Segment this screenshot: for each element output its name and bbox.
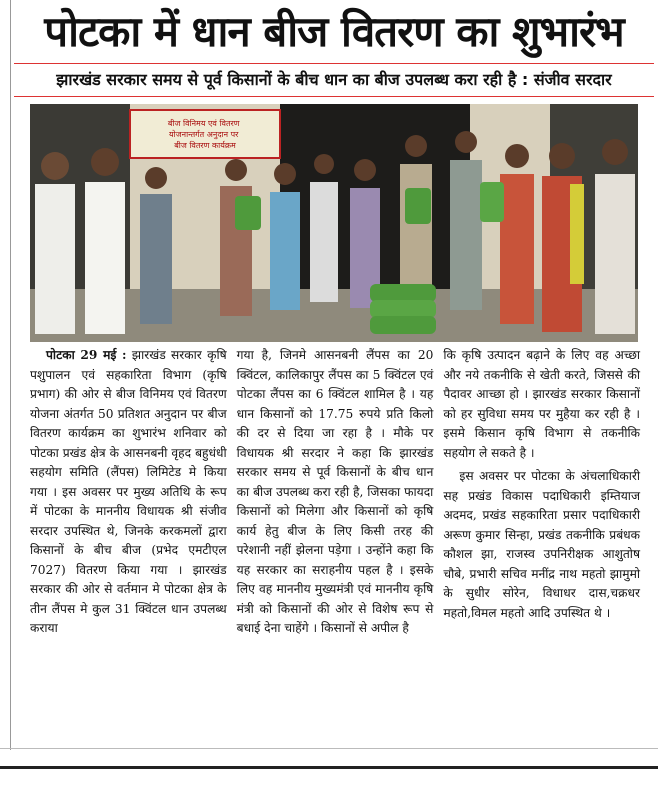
page-divider-bold [0, 766, 658, 769]
subheadline: झारखंड सरकार समय से पूर्व किसानों के बीच धान का बीज उपलब्ध करा रही है : संजीव सरदार [14, 63, 654, 97]
photo-illustration [30, 104, 638, 342]
left-column-edge-fragment [0, 0, 11, 750]
headline: पोटका में धान बीज वितरण का शुभारंभ [44, 7, 624, 56]
article-text-col3a: कि कृषि उत्पादन बढ़ाने के लिए वह अच्छा और नये तकनीकि से खेती करते, जिससे की पैदावर आच्छा हो । झारखंड सरकार किसानों को हर सुविधा समय पर मुहैया कर रही है । इसमे किसान कृषि विभाग से तकनीकि सहयोग ले सकते है । [443, 348, 641, 460]
article-text-col1: झारखंड सरकार कृषि पशुपालन एवं सहकारिता विभाग (कृषि प्रभाग) की ओर से बीज विनिमय एवं वितरण योजना अंतर्गत 50 प्रतिशत अनुदान पर बीज वितरण कार्यक्रम का शुभारंभ शनिवार को पोटका प्रखंड क्षेत्र के आसनबनी वृहद बहुधंधी सहयोग समिति (लैंपस) लिमिटेड मे किया गया । इस अवसर पर मुख्य अतिथि के रूप में पोटका के माननीय विधायक श्री संजीव सरदार उपस्थित थे, जिनके करकमलों द्वारा किसानों के बीच बीज (प्रभेद एमटीएल 7027) वितरण किया गया । झारखंड सरकार की ओर से वर्तमान मे पोटका क्षेत्र के तीन लैंपस मे कुल 31 क्विंटल धान उपलब्ध कराया [30, 348, 227, 635]
article-body [30, 346, 640, 746]
dateline: पोटका 29 मई : [46, 348, 127, 362]
right-column-edge-fragment [652, 0, 658, 748]
article-column-2 [237, 346, 434, 746]
article-text-col2: गया है, जिनमे आसनबनी लैंपस का 20 क्विंटल, कालिकापुर लैंपस का 5 क्विंटल एवं पोटका लैंपस का 6 क्विंटल शामिल है । यह धान किसानों को 17.75 रुपये प्रति किलो की दर से दिया जा रहा है । मौके पर विधायक श्री सरदार ने कहा कि झारखंड सरकार समय से पूर्व किसानों के बीच धान का बीज उपलब्ध करा रही है, जिसका फायदा किसानों को मिलेगा और किसानों को कृषि कार्य हेतु बीज के लिए किसी तरह की परेशानी नहीं झेलना पड़ेगा । उन्होंने कहा कि यह सरकार का सराहनीय पहल है । इसके लिए वह माननीय मुख्यमंत्री एवं माननीय कृषि मंत्री को किसानों की ओर से विशेष रूप से बधाई देना चाहेंगे । किसानों से अपील है [236, 348, 434, 635]
news-photo [30, 104, 638, 342]
photo-banner-text: बीज विनिमय एवं वितरण योजनान्तर्गत अनुदान पर बीज वितरण कार्यक्रम [167, 119, 240, 150]
article-column-3 [443, 346, 640, 746]
page-divider [0, 748, 658, 749]
article-text-col3b: इस अवसर पर पोटका के अंचलाधिकारी सह प्रखंड विकास पदाधिकारी इम्तियाज अदमद, प्रखंड सहकारिता प्रसार पदाधिकारी अरूण कुमार सिन्हा, प्रखंड तकनीकि प्रबंधक कौशल झा, राजस्व उपनिरीक्षक आशुतोष चौबे, प्रभारी सचिव मनींद्र नाथ महतो झामुमो के सुधीर सोरेन, विधाधर दास,चक्रधर महतो,विमल महतो आदि उपस्थित थे । [443, 469, 641, 620]
article-column-1 [30, 346, 227, 746]
